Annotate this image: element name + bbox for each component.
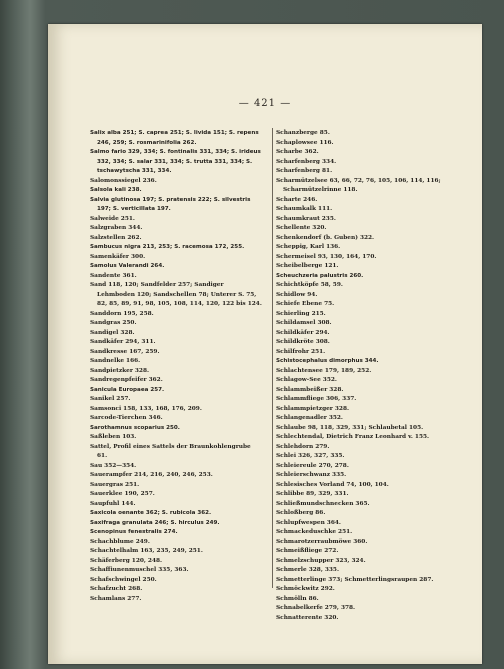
index-entry: Sandregenpfeifer 362.	[90, 377, 163, 383]
index-entry: Schiefe Ebene 75.	[276, 301, 335, 307]
index-entry: Schlupfwespen 364.	[276, 519, 341, 526]
index-entry: Schenkendorf (b. Guben) 322.	[276, 234, 375, 241]
index-column-left	[90, 129, 262, 604]
index-column-right	[276, 129, 448, 623]
index-entry: Schaffiunenmuschel 335, 363.	[90, 567, 189, 573]
index-entry: Sandente 361.	[90, 272, 137, 279]
index-entry: Sauerklee 190, 257.	[90, 491, 155, 497]
index-entry: Schichtköpfe 58, 59.	[276, 282, 343, 288]
index-entry: Salzstellen 262.	[90, 234, 142, 241]
index-entry: Schaumkalk 111.	[276, 206, 333, 212]
index-entry: Sand 118, 120; Sandfelder 257; Sandiger Lehmboden 120; Sandschellen 78; Unterer S. 75, 82, 85, 89, 91, 98, 105, 108, 114, 120, 122 bis 124.	[90, 282, 262, 307]
index-entry: Schlesisches Vorland 74, 100, 104.	[276, 481, 389, 488]
index-entry: Schlibbe 89, 329, 331.	[276, 491, 349, 497]
index-entry: Sanicula Europaea 257.	[90, 386, 165, 393]
page-number: — 421 —	[238, 98, 292, 109]
index-entry: Schidlow 94.	[276, 291, 318, 298]
column-divider	[272, 128, 273, 588]
index-entry: Schachblume 249.	[90, 538, 150, 545]
index-entry: Schildamsel 308.	[276, 320, 332, 326]
index-entry: Schaumkraut 235.	[276, 215, 336, 222]
index-entry: Sauerampfer 214, 216, 240, 246, 253.	[90, 472, 213, 478]
index-entry: Sanddorn 195, 258.	[90, 310, 154, 317]
index-entry: Schilfrohr 251.	[276, 348, 326, 355]
index-entry: Scharbe 362.	[276, 149, 319, 155]
index-entry: Salmo fario 329, 334; S. fontinalis 331, 334; S. irideus 332, 334; S. salar 331, 334; S. trutta 331, 334; S. tschawytscha 331, 334.	[90, 149, 261, 174]
index-entry: Schmetterlinge 373; Schmetterlingsraupen 287.	[276, 576, 434, 583]
index-entry: Schmeißfliege 272.	[276, 548, 339, 554]
index-entry: Sauergras 251.	[90, 481, 140, 488]
index-entry: Schildkäfer 294.	[276, 329, 330, 336]
index-entry: Schistocephalus dimorphus 344.	[276, 358, 379, 364]
index-entry: Schlechtendal, Dietrich Franz Leonhard v. 155.	[276, 434, 430, 440]
index-entry: Schlagow-See 352.	[276, 377, 337, 383]
index-entry: Sandgras 250.	[90, 320, 137, 326]
index-entry: Schäferberg 120, 248.	[90, 557, 163, 564]
index-entry: Scheppig, Karl 136.	[276, 244, 341, 250]
index-entry: Schafzucht 268.	[90, 586, 143, 592]
index-entry: Schmerle 328, 335.	[276, 567, 339, 573]
index-entry: Schildkröte 308.	[276, 339, 330, 345]
index-entry: Schierling 215.	[276, 310, 326, 317]
index-entry: Schmöckwitz 292.	[276, 586, 335, 592]
index-entry: Salomonssiegel 236.	[90, 177, 157, 184]
index-entry: Sandkresse 167, 259.	[90, 348, 160, 355]
index-entry: Sandigel 328.	[90, 329, 135, 336]
index-entry: Schmelzschupper 323, 324.	[276, 557, 366, 564]
index-entry: Schlammfliege 306, 337.	[276, 396, 357, 402]
index-entry: Schmackeduschke 251.	[276, 529, 353, 535]
index-entry: Schlaube 98, 118, 329, 331; Schlaubetal 105.	[276, 424, 424, 431]
index-entry: Schlammbeißer 328.	[276, 386, 344, 393]
index-entry: Sandpietzker 328.	[90, 367, 150, 374]
index-entry: Schnatterente 320.	[276, 614, 339, 621]
index-entry: Schlachtensee 179, 189, 252.	[276, 367, 372, 374]
index-entry: Schlangenadler 352.	[276, 415, 343, 421]
index-entry: Samsonci 158, 133, 168, 176, 209.	[90, 405, 202, 412]
index-entry: Saxicola oenante 362; S. rubicola 362.	[90, 510, 212, 516]
index-entry: Scharte 246.	[276, 196, 318, 203]
book-page	[48, 24, 482, 664]
index-entry: Sarcode-Tierchen 346.	[90, 415, 163, 421]
index-entry: Samolus Valerandi 264.	[90, 263, 165, 269]
index-entry: Schleiereule 270, 278.	[276, 462, 349, 469]
index-entry: Schleierschwanz 335.	[276, 472, 347, 478]
index-entry: Schloßberg 86.	[276, 510, 326, 516]
index-entry: Schließmundschnecken 365.	[276, 500, 370, 507]
index-entry: Sandkäfer 294, 311.	[90, 339, 156, 345]
index-entry: Schachtelhalm 163, 235, 249, 251.	[90, 548, 203, 554]
index-entry: Salzgraben 344.	[90, 225, 143, 231]
index-entry: Schafschwingel 250.	[90, 576, 157, 583]
index-entry: Saßleben 103.	[90, 434, 137, 440]
index-entry: Scheibelberge 121.	[276, 263, 339, 269]
index-entry: Schanzberge 85.	[276, 130, 330, 136]
index-entry: Sambucus nigra 213, 253; S. racemosa 172, 255.	[90, 244, 245, 250]
index-entry: Schlehdorn 279.	[276, 443, 330, 450]
index-entry: Saupfuhl 144.	[90, 500, 136, 507]
index-entry: Salweide 251.	[90, 215, 135, 222]
index-entry: Schmarotzerraubmöwe 360.	[276, 538, 368, 545]
index-entry: Schaplowsee 116.	[276, 139, 334, 146]
index-entry: Saxifraga granulata 246; S. hirculus 249.	[90, 519, 220, 526]
index-entry: Scharmützelsee 63, 66, 72, 76, 105, 106, 114, 116; Scharmützelrinne 118.	[276, 177, 441, 193]
index-entry: Sattel, Profil eines Sattels der Braunkohlengrube 61.	[90, 443, 251, 459]
index-entry: Sarothamnus scoparius 250.	[90, 424, 180, 431]
index-entry: Salix alba 251; S. caprea 251; S. livida 151; S. repens 246, 259; S. rosmarinifolia 262.	[90, 130, 259, 146]
index-entry: Scenopinus fenestralis 274.	[90, 529, 178, 535]
index-entry: Samenkäfer 300.	[90, 253, 146, 260]
index-entry: Schamlans 277.	[90, 595, 142, 602]
index-entry: Schellente 320.	[276, 225, 327, 231]
index-entry: Scharfenberg 334.	[276, 158, 337, 165]
index-entry: Sau 352—354.	[90, 462, 137, 469]
index-entry: Sandnelke 166.	[90, 358, 141, 364]
index-entry: Schermeisel 93, 130, 164, 170.	[276, 253, 377, 260]
index-entry: Schlammpietzger 328.	[276, 405, 350, 412]
index-entry: Salvia glutinosa 197; S. pratensis 222; S. silvestris 197; S. verticillata 197.	[90, 196, 251, 212]
index-entry: Scharfenberg 81.	[276, 168, 333, 174]
index-entry: Schmölln 86.	[276, 595, 319, 602]
index-entry: Scheuchzeria palustris 260.	[276, 272, 364, 279]
index-entry: Sanikel 257.	[90, 396, 131, 402]
index-entry: Schnabelkerfe 279, 378.	[276, 605, 356, 611]
index-entry: Salsola kali 238.	[90, 187, 142, 193]
index-entry: Schlei 326, 327, 335.	[276, 453, 345, 459]
